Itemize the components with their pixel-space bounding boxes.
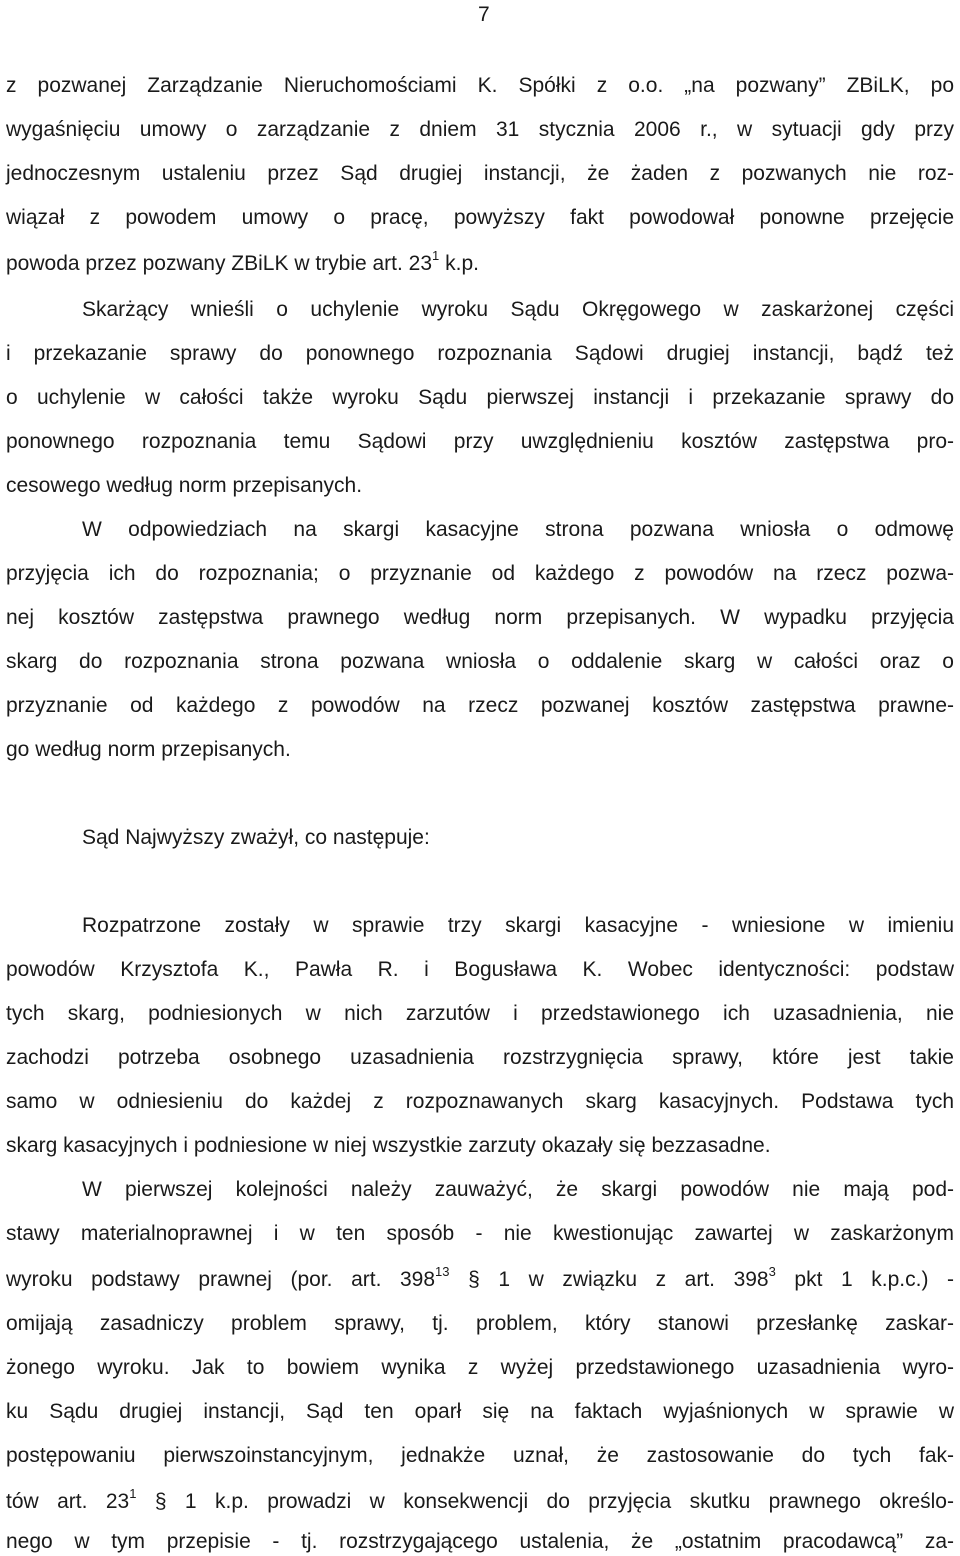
text-line: o uchylenie w całości także wyroku Sądu pierwszej instancji i przekazanie sprawy do <box>6 386 954 409</box>
text-line: ponownego rozpoznania temu Sądowi przy uwzględnieniu kosztów zastępstwa pro- <box>6 430 954 453</box>
text-span: § 1 k.p. prowadzi w konsekwencji do przyjęcia skutku prawnego określo- <box>136 1490 954 1513</box>
text-line: omijają zasadniczy problem sprawy, tj. problem, który stanowi przesłankę zaskar- <box>6 1312 954 1335</box>
text-line: Rozpatrzone zostały w sprawie trzy skargi kasacyjne - wniesione w imieniu <box>82 914 954 937</box>
superscript: 3 <box>768 1264 776 1279</box>
text-line: wiązał z powodem umowy o pracę, powyższy fakt powodował ponowne przejęcie <box>6 206 954 229</box>
section-heading: Sąd Najwyższy zważył, co następuje: <box>82 826 430 849</box>
text-line: skarg kasacyjnych i podniesione w niej wszystkie zarzuty okazały się bezzasadne. <box>6 1134 771 1157</box>
text-line <box>6 1266 954 1294</box>
text-line: przyznanie od każdego z powodów na rzecz pozwanej kosztów zastępstwa prawne- <box>6 694 954 717</box>
text-line: go według norm przepisanych. <box>6 738 291 761</box>
text-line: z pozwanej Zarządzanie Nieruchomościami K. Spółki z o.o. „na pozwany” ZBiLK, po <box>6 74 954 97</box>
text-line: Skarżący wnieśli o uchylenie wyroku Sądu Okręgowego w zaskarżonej części <box>82 298 954 321</box>
text-line: nego w tym przepisie - tj. rozstrzygającego ustalenia, że „ostatnim pracodawcą” za- <box>6 1530 954 1553</box>
text-line: W odpowiedziach na skargi kasacyjne strona pozwana wniosła o odmowę <box>82 518 954 541</box>
text-line: przyjęcia ich do rozpoznania; o przyznanie od każdego z powodów na rzecz pozwa- <box>6 562 954 585</box>
text-line: stawy materialnoprawnej i w ten sposób - nie kwestionując zawartej w zaskarżonym <box>6 1222 954 1245</box>
text-line: jednoczesnym ustaleniu przez Sąd drugiej instancji, że żaden z pozwanych nie roz- <box>6 162 954 185</box>
text-line: tych skarg, podniesionych w nich zarzutów i przedstawionego ich uzasadnienia, nie <box>6 1002 954 1025</box>
text-line: samo w odniesieniu do każdej z rozpoznawanych skarg kasacyjnych. Podstawa tych <box>6 1090 954 1113</box>
text-span: wyroku podstawy prawnej (por. art. 398 <box>6 1268 436 1291</box>
text-span: powoda przez pozwany ZBiLK w trybie art. 23 <box>6 252 433 275</box>
text-line: ku Sądu drugiej instancji, Sąd ten oparł się na faktach wyjaśnionych w sprawie w <box>6 1400 954 1423</box>
text-span: tów art. 23 <box>6 1490 130 1513</box>
text-span: k.p. <box>439 252 479 275</box>
text-line: nej kosztów zastępstwa prawnego według norm przepisanych. W wypadku przyjęcia <box>6 606 954 629</box>
text-line: postępowaniu pierwszoinstancyjnym, jednakże uznał, że zastosowanie do tych fak- <box>6 1444 954 1467</box>
page-number: 7 <box>478 3 490 26</box>
text-line <box>6 1488 954 1516</box>
text-line: W pierwszej kolejności należy zauważyć, że skargi powodów nie mają pod- <box>82 1178 954 1201</box>
superscript: 1 <box>432 248 440 263</box>
text-line: żonego wyroku. Jak to bowiem wynika z wyżej przedstawionego uzasadnienia wyro- <box>6 1356 954 1379</box>
text-span: § 1 w związku z art. 398 <box>449 1268 769 1291</box>
superscript: 13 <box>435 1264 450 1279</box>
text-span: pkt 1 k.p.c.) - <box>775 1268 955 1291</box>
text-line: skarg do rozpoznania strona pozwana wniosła o oddalenie skarg w całości oraz o <box>6 650 954 673</box>
text-line: i przekazanie sprawy do ponownego rozpoznania Sądowi drugiej instancji, bądź też <box>6 342 954 365</box>
text-line: wygaśnięciu umowy o zarządzanie z dniem 31 stycznia 2006 r., w sytuacji gdy przy <box>6 118 954 141</box>
text-line: cesowego według norm przepisanych. <box>6 474 363 497</box>
text-line: zachodzi potrzeba osobnego uzasadnienia rozstrzygnięcia sprawy, które jest takie <box>6 1046 954 1069</box>
superscript: 1 <box>129 1486 137 1501</box>
text-line: powodów Krzysztofa K., Pawła R. i Bogusława K. Wobec identyczności: podstaw <box>6 958 954 981</box>
text-line <box>6 250 954 278</box>
